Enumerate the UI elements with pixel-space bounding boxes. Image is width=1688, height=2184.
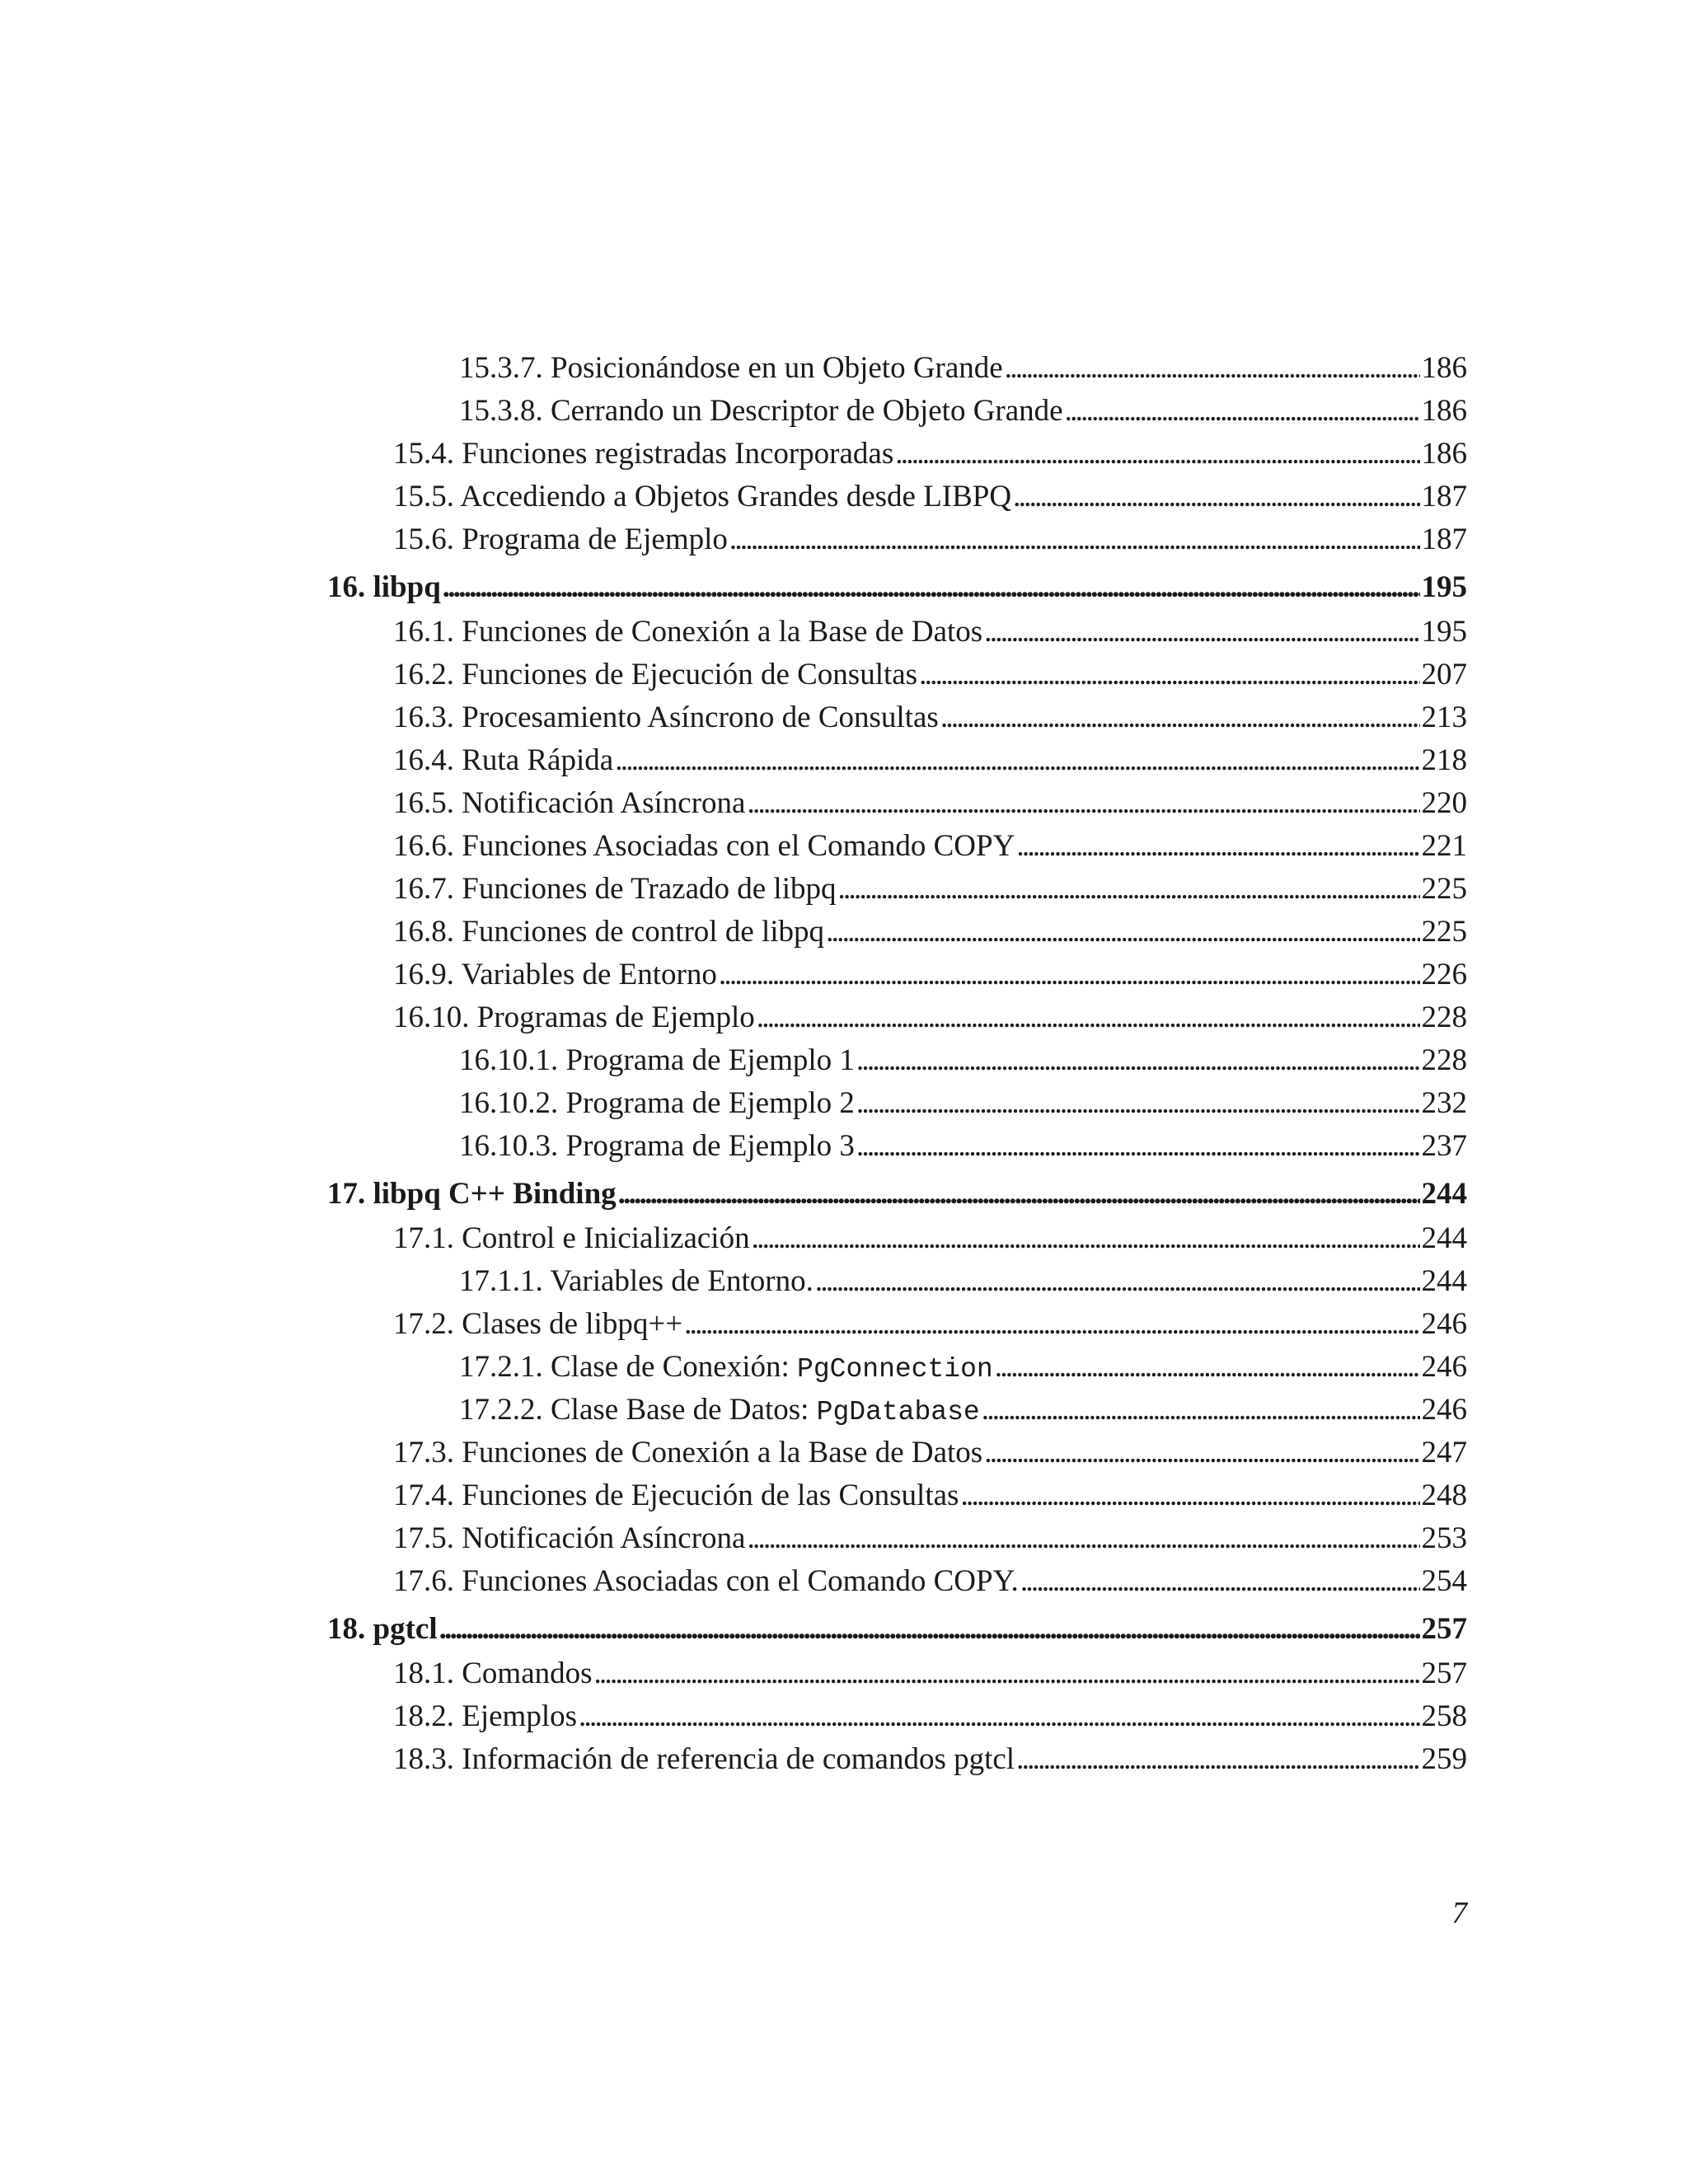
- dot-leader: [1016, 830, 1419, 863]
- dot-leader: [719, 958, 1420, 991]
- toc-entry-title: 17.4. Funciones de Ejecución de las Consultas: [393, 1479, 959, 1512]
- toc-entry[interactable]: [327, 1522, 1467, 1565]
- toc-entry[interactable]: [327, 873, 1467, 916]
- toc-entry-page: 259: [1421, 1742, 1467, 1776]
- toc-entry[interactable]: [327, 787, 1467, 830]
- toc-entry-title: 17.2. Clases de libpq++: [393, 1307, 683, 1341]
- toc-entry-page: 247: [1421, 1436, 1467, 1469]
- dot-leader: [919, 658, 1419, 691]
- dot-leader: [940, 701, 1420, 734]
- toc-entry-title-wrapper: [459, 1394, 980, 1429]
- toc-entry[interactable]: [327, 1436, 1467, 1479]
- toc-entry[interactable]: [327, 701, 1467, 744]
- toc-entry-title: 17.1. Control e Inicialización: [393, 1221, 750, 1255]
- toc-entry-title: 18.1. Comandos: [393, 1657, 593, 1690]
- dot-leader: [982, 1394, 1420, 1427]
- toc-entry-page: 187: [1421, 523, 1467, 556]
- toc-entry-page: 226: [1421, 958, 1467, 991]
- toc-entry-title: 16.3. Procesamiento Asíncrono de Consultas: [393, 701, 939, 734]
- dot-leader: [837, 873, 1419, 906]
- dot-leader: [1013, 480, 1419, 513]
- toc-entry[interactable]: [327, 523, 1467, 566]
- toc-entry-title-wrapper: [459, 1351, 993, 1386]
- toc-entry-title: 16.6. Funciones Asociadas con el Comando COPY: [393, 829, 1015, 863]
- toc-entry-page: 186: [1421, 437, 1467, 471]
- dot-leader: [895, 438, 1419, 471]
- dot-leader: [856, 1044, 1420, 1077]
- toc-entry[interactable]: [327, 1130, 1467, 1173]
- toc-entry[interactable]: [327, 830, 1467, 873]
- toc-entry[interactable]: [327, 1044, 1467, 1087]
- dot-leader: [443, 571, 1420, 604]
- dot-leader: [729, 523, 1420, 556]
- toc-entry-page: 228: [1421, 1001, 1467, 1034]
- toc-entry-title: 15.6. Programa de Ejemplo: [393, 523, 728, 556]
- toc-entry[interactable]: [327, 1087, 1467, 1130]
- toc-entry[interactable]: [327, 658, 1467, 701]
- toc-entry[interactable]: [327, 1308, 1467, 1351]
- toc-chapter-title: 17. libpq C++ Binding: [327, 1177, 617, 1211]
- toc-entry-title: 18.2. Ejemplos: [393, 1699, 578, 1733]
- toc-entry-title: 16.10. Programas de Ejemplo: [393, 1001, 755, 1034]
- dot-leader: [684, 1308, 1419, 1341]
- toc-entry-page: 207: [1421, 658, 1467, 691]
- toc-entry-title: 16.8. Funciones de control de libpq: [393, 915, 825, 949]
- toc-entry-page: 225: [1421, 915, 1467, 949]
- toc-entry[interactable]: [327, 1700, 1467, 1743]
- toc-entry[interactable]: [327, 352, 1467, 395]
- toc-entry[interactable]: [327, 1222, 1467, 1265]
- toc-entry-page: 187: [1421, 480, 1467, 513]
- dot-leader: [579, 1700, 1419, 1733]
- toc-entry-title: 16.4. Ruta Rápida: [393, 743, 614, 777]
- toc-entry-page: 248: [1421, 1479, 1467, 1512]
- toc-entry-title: 15.4. Funciones registradas Incorporadas: [393, 437, 894, 471]
- dot-leader: [618, 1178, 1420, 1211]
- toc-entry-title: 17.2.1. Clase de Conexión:: [459, 1350, 798, 1384]
- toc-entry-title: 17.5. Notificación Asíncrona: [393, 1521, 746, 1555]
- dot-leader: [439, 1613, 1420, 1646]
- toc-entry[interactable]: [327, 958, 1467, 1001]
- dot-leader: [856, 1130, 1420, 1163]
- toc-chapter-entry[interactable]: [327, 1178, 1467, 1217]
- toc-entry-title: 16.10.1. Programa de Ejemplo 1: [459, 1043, 855, 1077]
- toc-entry-page: 220: [1421, 786, 1467, 820]
- toc-entry[interactable]: [327, 1394, 1467, 1436]
- toc-entry-page: 246: [1421, 1307, 1467, 1341]
- toc-entry-title: 16.10.3. Programa de Ejemplo 3: [459, 1129, 855, 1163]
- toc-entry-title: 15.3.7. Posicionándose en un Objeto Grande: [459, 351, 1003, 385]
- toc-entry[interactable]: [327, 1001, 1467, 1044]
- toc-entry-title: 16.1. Funciones de Conexión a la Base de Datos: [393, 615, 983, 649]
- toc-entry-title: 16.9. Variables de Entorno: [393, 958, 717, 991]
- dot-leader: [995, 1351, 1420, 1384]
- toc-entry-page: 221: [1421, 829, 1467, 863]
- dot-leader: [984, 616, 1419, 649]
- toc-entry[interactable]: [327, 1565, 1467, 1608]
- dot-leader: [1020, 1565, 1420, 1598]
- dot-leader: [984, 1436, 1419, 1469]
- toc-entry[interactable]: [327, 1657, 1467, 1700]
- dot-leader: [747, 1522, 1419, 1555]
- toc-entry-title: 16.2. Funciones de Ejecución de Consultas: [393, 658, 918, 691]
- toc-entry[interactable]: [327, 616, 1467, 658]
- toc-entry[interactable]: [327, 1479, 1467, 1522]
- toc-entry-page: 244: [1421, 1264, 1467, 1298]
- dot-leader: [757, 1001, 1420, 1034]
- dot-leader: [815, 1265, 1420, 1298]
- toc-entry-title: 17.1.1. Variables de Entorno.: [459, 1264, 814, 1298]
- page-number: 7: [1451, 1896, 1467, 1930]
- toc-entry-page: 218: [1421, 743, 1467, 777]
- toc-entry[interactable]: [327, 1265, 1467, 1308]
- toc-entry-page: 225: [1421, 872, 1467, 906]
- toc-entry-title: 18.3. Información de referencia de comandos pgtcl: [393, 1742, 1015, 1776]
- class-name-code: PgConnection: [797, 1354, 993, 1385]
- toc-entry-page: 258: [1421, 1699, 1467, 1733]
- toc-entry-page: 195: [1421, 615, 1467, 649]
- dot-leader: [615, 744, 1419, 777]
- toc-chapter-page: 195: [1421, 570, 1467, 604]
- toc-entry-title: 17.6. Funciones Asociadas con el Comando COPY.: [393, 1564, 1019, 1598]
- dot-leader: [826, 916, 1419, 949]
- toc-entry-page: 244: [1421, 1221, 1467, 1255]
- dot-leader: [856, 1087, 1420, 1120]
- toc-chapter-title: 16. libpq: [327, 570, 441, 604]
- toc-entry-page: 246: [1421, 1393, 1467, 1427]
- toc-entry-title: 16.5. Notificación Asíncrona: [393, 786, 746, 820]
- toc-entry-page: 232: [1421, 1086, 1467, 1120]
- toc-chapter-entry[interactable]: [327, 1613, 1467, 1652]
- dot-leader: [1005, 352, 1420, 385]
- dot-leader: [960, 1479, 1419, 1512]
- toc-entry-page: 257: [1421, 1657, 1467, 1690]
- dot-leader: [747, 787, 1419, 820]
- toc-entry[interactable]: [327, 916, 1467, 958]
- toc-chapter-title: 18. pgtcl: [327, 1612, 438, 1646]
- dot-leader: [752, 1222, 1420, 1255]
- toc-entry-title: 17.3. Funciones de Conexión a la Base de Datos: [393, 1436, 983, 1469]
- dot-leader: [1065, 395, 1420, 428]
- dot-leader: [594, 1657, 1420, 1690]
- toc-entry-page: 253: [1421, 1521, 1467, 1555]
- toc-entry-page: 254: [1421, 1564, 1467, 1598]
- toc-entry[interactable]: [327, 480, 1467, 523]
- toc-entry-page: 186: [1421, 394, 1467, 428]
- table-of-contents: [327, 352, 1467, 1786]
- toc-entry[interactable]: [327, 438, 1467, 480]
- toc-entry-page: 246: [1421, 1350, 1467, 1384]
- toc-entry-page: 228: [1421, 1043, 1467, 1077]
- toc-entry-page: 237: [1421, 1129, 1467, 1163]
- toc-entry[interactable]: [327, 395, 1467, 438]
- class-name-code: PgDatabase: [816, 1397, 980, 1427]
- toc-entry-title: 16.7. Funciones de Trazado de libpq: [393, 872, 837, 906]
- toc-chapter-page: 257: [1421, 1612, 1467, 1646]
- toc-chapter-entry[interactable]: [327, 571, 1467, 611]
- toc-entry-title: 16.10.2. Programa de Ejemplo 2: [459, 1086, 855, 1120]
- toc-entry-title: 15.5. Accediendo a Objetos Grandes desde LIBPQ: [393, 480, 1012, 513]
- toc-entry[interactable]: [327, 744, 1467, 787]
- toc-entry-title: 15.3.8. Cerrando un Descriptor de Objeto Grande: [459, 394, 1063, 428]
- toc-entry[interactable]: [327, 1351, 1467, 1394]
- toc-entry[interactable]: [327, 1743, 1467, 1786]
- toc-entry-page: 186: [1421, 351, 1467, 385]
- toc-entry-title: 17.2.2. Clase Base de Datos:: [459, 1393, 817, 1427]
- toc-entry-page: 213: [1421, 701, 1467, 734]
- toc-chapter-page: 244: [1421, 1177, 1467, 1211]
- dot-leader: [1016, 1743, 1419, 1776]
